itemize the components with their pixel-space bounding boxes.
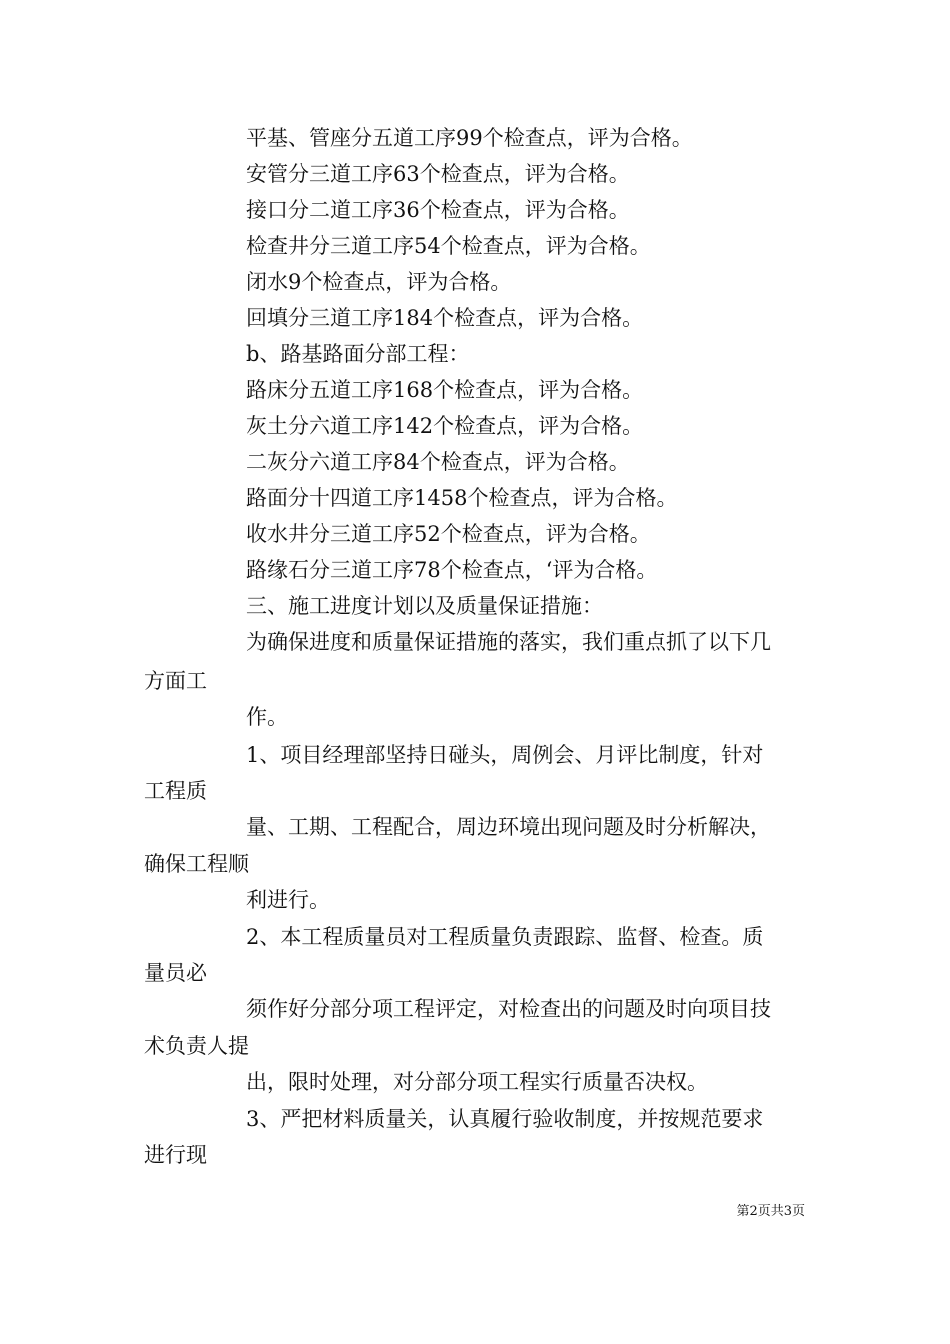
section-heading: b、路基路面分部工程： <box>246 342 470 366</box>
text-line: 1、项目经理部坚持日碰头，周例会、月评比制度，针对 <box>246 743 764 767</box>
text-line: 进行现 <box>144 1143 207 1167</box>
text-line: 安管分三道工序63个检查点，评为合格。 <box>246 162 630 186</box>
text-line: 3、严把材料质量关，认真履行验收制度，并按规范要求 <box>246 1107 764 1131</box>
text-line: 作。 <box>246 705 288 729</box>
text-line: 利进行。 <box>246 888 330 912</box>
text-line: 检查井分三道工序54个检查点，评为合格。 <box>246 234 651 258</box>
section-heading: 三、施工进度计划以及质量保证措施： <box>246 594 603 618</box>
text-line: 量员必 <box>144 961 207 985</box>
text-line: 路缘石分三道工序78个检查点，‘评为合格。 <box>246 558 658 582</box>
text-line: 方面工 <box>144 669 207 693</box>
text-line: 出，限时处理，对分部分项工程实行质量否决权。 <box>246 1070 708 1094</box>
text-line: 平基、管座分五道工序99个检查点，评为合格。 <box>246 126 693 150</box>
text-line: 量、工期、工程配合，周边环境出现问题及时分析解决， <box>246 815 771 839</box>
text-line: 收水井分三道工序52个检查点，评为合格。 <box>246 522 651 546</box>
text-line: 工程质 <box>144 779 207 803</box>
text-line: 路面分十四道工序1458个检查点，评为合格。 <box>246 486 678 510</box>
text-line: 闭水9个检查点，评为合格。 <box>246 270 512 294</box>
text-line: 为确保进度和质量保证措施的落实，我们重点抓了以下几 <box>246 630 771 654</box>
text-line: 2、本工程质量员对工程质量负责跟踪、监督、检查。质 <box>246 925 764 949</box>
text-line: 二灰分六道工序84个检查点，评为合格。 <box>246 450 630 474</box>
page-number-footer: 第2页共3页 <box>736 1204 805 1219</box>
text-line: 灰土分六道工序142个检查点，评为合格。 <box>246 414 644 438</box>
text-line: 确保工程顺 <box>144 852 249 876</box>
text-line: 须作好分部分项工程评定，对检查出的问题及时向项目技 <box>246 997 771 1021</box>
text-line: 回填分三道工序184个检查点，评为合格。 <box>246 306 644 330</box>
text-line: 路床分五道工序168个检查点，评为合格。 <box>246 378 644 402</box>
text-line: 接口分二道工序36个检查点，评为合格。 <box>246 198 630 222</box>
text-line: 术负责人提 <box>144 1034 249 1058</box>
